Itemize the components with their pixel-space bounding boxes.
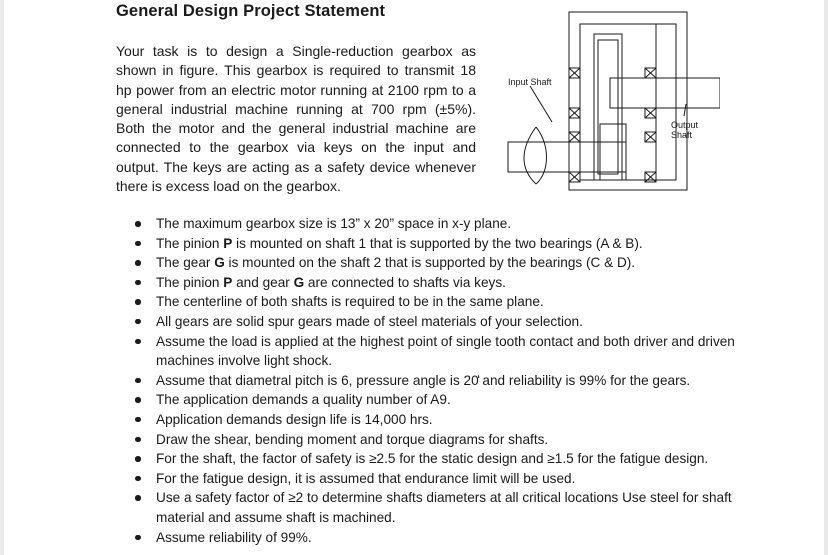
list-item: The pinion P and gear G are connected to shafts via keys. (135, 273, 755, 293)
gearbox-schematic (500, 4, 720, 194)
intro-paragraph: Your task is to design a Single-reduction gearbox as shown in figure. This gearbox is required to transmit 18 hp power from an electric motor running at 2100 rpm to a general industrial machine running at 700 rpm (±5%). Both the motor and the general industrial machine are connected to the gearbox via keys on the input and output. The keys are acting as a safety device whenever there is excess load on the gearbox. (116, 43, 476, 195)
bearing-f (645, 108, 656, 118)
output-shaft-label (671, 120, 698, 140)
output-shaft (610, 78, 720, 108)
list-item: Use a safety factor of ≥2 to determine shafts diameters at all critical locations Use steel for shaft material and assume shaft is machined. (135, 488, 755, 527)
list-item: Draw the shear, bending moment and torque diagrams for shafts. (135, 430, 755, 450)
input-leader (530, 86, 552, 122)
gear-g-inner (598, 40, 618, 174)
list-item: All gears are solid spur gears made of steel materials of your selection. (135, 312, 755, 332)
bearing-d (569, 172, 580, 182)
gearbox-housing (569, 12, 687, 190)
list-item: For the shaft, the factor of safety is ≥2.5 for the static design and ≥1.5 for the fatigue design. (135, 449, 755, 469)
list-item: Assume the load is applied at the highest point of single tooth contact and both driver and driven machines involve light shock. (135, 332, 755, 371)
list-item: Application demands design life is 14,000 hrs. (135, 410, 755, 430)
bearing-a (569, 68, 580, 78)
bearing-c (569, 132, 580, 142)
requirements-list (135, 214, 755, 547)
input-coupling-curve (524, 127, 536, 184)
list-item: The maximum gearbox size is 13” x 20” space in x-y plane. (135, 214, 755, 234)
gearbox-figure (500, 4, 720, 194)
bearing-e (645, 68, 656, 78)
list-item: For the fatigue design, it is assumed that endurance limit will be used. (135, 469, 755, 489)
bearing-b (569, 108, 580, 118)
list-item: The gear G is mounted on the shaft 2 that is supported by the bearings (C & D). (135, 253, 755, 273)
right-margin-strip (824, 0, 828, 555)
list-item: The application demands a quality number of A9. (135, 390, 755, 410)
list-item: Assume reliability of 99%. (135, 528, 755, 548)
list-item: Assume that diametral pitch is 6, pressure angle is 20̒ and reliability is 99% for the gears. (135, 371, 755, 391)
left-margin-strip (0, 0, 4, 555)
input-coupling-curve-2 (536, 127, 547, 184)
list-item: The pinion P is mounted on shaft 1 that is supported by the two bearings (A & B). (135, 234, 755, 254)
output-label-line1: Output (671, 120, 699, 130)
output-leader (684, 104, 686, 116)
document-title: General Design Project Statement (116, 2, 386, 20)
list-item: The centerline of both shafts is required to be in the same plane. (135, 292, 755, 312)
bearing-g (645, 132, 656, 142)
input-shaft-label: Input Shaft (508, 77, 552, 87)
output-label-line2: Shaft (671, 130, 693, 140)
